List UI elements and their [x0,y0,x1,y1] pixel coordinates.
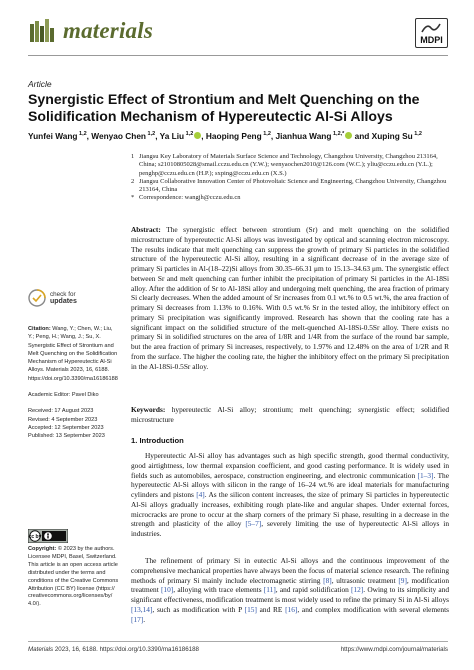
affiliation-marker: 2 [131,177,135,185]
reference-link[interactable]: [10] [160,585,174,595]
affiliation-item [131,194,451,202]
footer-journal-url[interactable]: https://www.mdpi.com/journal/materials [340,646,448,653]
check-updates-icon [28,289,46,307]
affiliation-item [131,153,451,178]
reference-link[interactable]: [8] [323,575,332,585]
paragraph-text: , ultrasonic treatment [331,575,399,585]
paragraph-text: , modification treatment [131,575,449,595]
paragraph-text: . As the silicon content increases, the size of primary Si particles in hypereutectic Al-Si alloys gradually increases, exhibiting rough plate-like and angular shapes. Under external forces, microcracks are prone to occur at the sharp corners of the primary Si phase, resulting in a decrease in the strength and plasticity of the alloy [131,490,449,529]
paragraph-text: . Owing to its simplicity and significant effectiveness, modification treatment is most widely used to refine the primary Si in Al-Si alloys [131,585,449,604]
paragraph-text: Hypereutectic Al-Si alloy has advantages such as high specific strength, good thermal conductivity, good airtightness, low thermal expansion coefficient, and good casting performance. It is widely used in fields such as automobiles, aerospace, construction engineering, and electronic communication [131,451,449,480]
copyright-label: Copyright: [28,546,57,552]
affiliation-text: Jiangsu Collaborative Innovation Center of Photovoltaic Science and Engineering, Changzhou University, Changzhou 213164, China [139,177,447,194]
reference-link[interactable]: [12] [351,585,364,595]
author-separator: , [201,131,206,141]
citation-block [28,325,120,383]
article-info-sidebar [28,325,120,441]
affiliation-text: Jiangsu Key Laboratory of Materials Surface Science and Technology, Changzhou University, Changzhou 213164, China; s21010805028@smail.cczu.edu.cn (Y.W.); wenyaochen2010@126.com (W.C.); yliu@cczu.edu.cn (Y.L.); penghp@cczu.edu.cn (H.P.); sxping@cczu.edu.cn (X.S.) [139,153,438,177]
date-published: Published: 13 September 2023 [28,433,105,440]
intro-paragraph-1 [131,451,449,539]
affiliation-text: Correspondence: wangjh@cczu.edu.cn [139,194,241,202]
author-name[interactable]: Xuping Su [371,131,413,141]
mdpi-logo[interactable] [415,18,448,48]
paragraph-text: . [143,614,146,624]
keywords [131,405,449,425]
copyright-text: © 2023 by the authors. Licensee MDPI, Basel, Switzerland. This article is an open access article distributed under the terms and conditions of the Creative Commons Attribution (CC BY) license (https:// creativecommons.org/licenses/by/ 4.0/). [28,546,119,608]
reference-link[interactable]: [13,14] [131,604,153,614]
reference-link[interactable]: [15] [244,604,257,614]
reference-link[interactable]: [5–7] [245,519,262,529]
author-affiliation-marker: 1,2 [412,131,422,138]
footer-citation-text[interactable]: 2023, 16, 6188. https://doi.org/10.3390/ma16186188 [54,646,199,653]
author-separator: and [352,131,372,141]
footer-journal-abbrev: Materials [28,646,54,653]
paragraph-text: , and complex modification with several elements [297,604,449,614]
reference-link[interactable]: [4] [196,490,205,499]
author-list [28,131,458,141]
date-revised: Revised: 4 September 2023 [28,416,98,423]
author-name[interactable]: Wenyao Chen [91,131,147,141]
mdpi-swoosh-icon [421,22,441,34]
date-received: Received: 17 August 2023 [28,408,94,415]
materials-logo-icon [28,18,58,44]
paragraph-text: The refinement of primary Si in eutectic Al-Si alloys and the continuous improvement of the comprehensive mechanical properties have always been the focus of material science research. The refining methods of primary Si mainly include electromagnetic stirring [131,556,449,585]
author-affiliation-marker: 1,2 [77,131,87,138]
paragraph-text: and RE [256,604,286,614]
author-separator: , [155,131,160,141]
cc-by-license-icon[interactable] [28,529,68,543]
reference-link[interactable]: [1–3] [417,470,434,480]
paragraph-text: . The hypereutectic Al-Si alloys with silicon in the range of 16–24 wt.% are ideal materials for manufacturing cylinders and pistons [131,470,449,499]
copyright-notice [28,546,120,609]
author-name[interactable]: Jianhua Wang [275,131,332,141]
author-affiliation-marker: 1,2 [261,131,271,138]
author-name[interactable]: Yunfei Wang [28,131,78,141]
abstract [131,225,449,371]
check-updates-line1: check for [50,291,76,298]
keywords-text: hypereutectic Al-Si alloy; strontium; melt quenching; synergistic effect; solidified microstructure [131,405,449,424]
citation-text: Wang, Y.; Chen, W.; Liu, Y.; Peng, H.; Wang, J.; Su, X. Synergistic Effect of Strontium and Melt Quenching on the Solidification Mechanism of Hypereutectic Al-Si Alloys. Materials 2023, 16, 6188. https://doi.org/10.3390/ma16186188 [28,326,118,382]
author-name[interactable]: Ya Liu [159,131,185,141]
affiliations [131,153,451,203]
paragraph-text: , severely limiting the use of hypereutectic Al-Si alloys in industries. [131,519,449,538]
reference-link[interactable]: [16] [285,604,298,614]
reference-link[interactable]: [11] [263,585,276,595]
article-type: Article [28,79,52,89]
paragraph-text: , such as modification with P [152,604,245,614]
citation-label: Citation: [28,326,51,332]
academic-editor: Academic Editor: Pavel Diko [28,392,99,399]
author-separator: , [270,131,276,141]
article-title: Synergistic Effect of Strontium and Melt Quenching on the Solidification Mechanism of Hypereutectic Al-Si Alloys [28,91,420,124]
keywords-label: Keywords: [131,405,166,414]
paragraph-text: , and rapid solidification [275,585,352,595]
author-affiliation-marker: 1,2 [184,131,194,138]
header-divider [28,55,448,56]
check-for-updates-button[interactable] [28,289,88,311]
author-affiliation-marker: 1,2 [146,131,156,138]
section-heading-introduction: 1. Introduction [131,436,184,445]
date-accepted: Accepted: 12 September 2023 [28,424,104,431]
journal-name[interactable]: materials [63,18,153,43]
reference-link[interactable]: [17] [131,614,144,624]
affiliation-item [131,178,451,195]
author-affiliation-marker: 1,2,* [331,131,345,138]
check-updates-line2: updates [50,298,77,305]
footer-divider [28,641,448,642]
paragraph-text: , alloying with trace elements [173,585,264,595]
mdpi-logo-text: MDPI [420,35,443,45]
affiliation-marker: * [131,194,135,202]
affiliation-marker: 1 [131,153,135,160]
abstract-text: The synergistic effect between strontium (Sr) and melt quenching on the solidified microstructure of hypereutectic Al-Si alloys was investigated by optical and scanning electron microscopy. The results indicate that melt quenching can suppress the growth of primary Si particles in the solidified structure of the hypereutectic Al-Si alloy, resulting in a significant decrease of in the average size of primary Si particles in Al-(18–22)Si alloys from 30.35–66.31 μm to 15.13–34.63 μm. The synergistic effect between Sr and melt quenching can further inhibit the precipitation of primary Si particles in the Al-18Si alloy. After the addition of Sr to Al-18Si alloy and undergoing melt quenching, the area fraction of primary Si clearly decreases. When the added amount of Sr increases from 0.1 wt.% to 0.5 wt.%, the area fraction of primary Si decreases from 1.13% to 0.16%. With 0.5 wt.% Sr in the tested alloy, the inhibitory effect on primary Si precipitation was significantly improved. Research has shown that the cooling rate has a significant impact on the solidified structure of the melt-quenched Al-18Si-0.5Sr alloy. There exists no primary Si in solidified structures on the area of 1/8R and 1/4R from the surface of the round bar sample, but the area fraction of primary Si increases, respectively, to 1.97% and 12.48% on the area of 1/2R and R from the surface. The higher the cooling rate, the higher the inhibitory effect on the primary Si precipitation in the Al-18Si-0.5Sr alloy. [131,225,449,371]
reference-link[interactable]: [9] [398,575,407,585]
author-name[interactable]: Haoping Peng [205,131,262,141]
author-separator: , [86,131,92,141]
footer-citation [28,646,199,653]
abstract-label: Abstract: [131,225,161,234]
check-updates-text [50,291,77,305]
cc-badge-text: cc by [28,534,42,540]
intro-paragraph-2 [131,556,449,624]
